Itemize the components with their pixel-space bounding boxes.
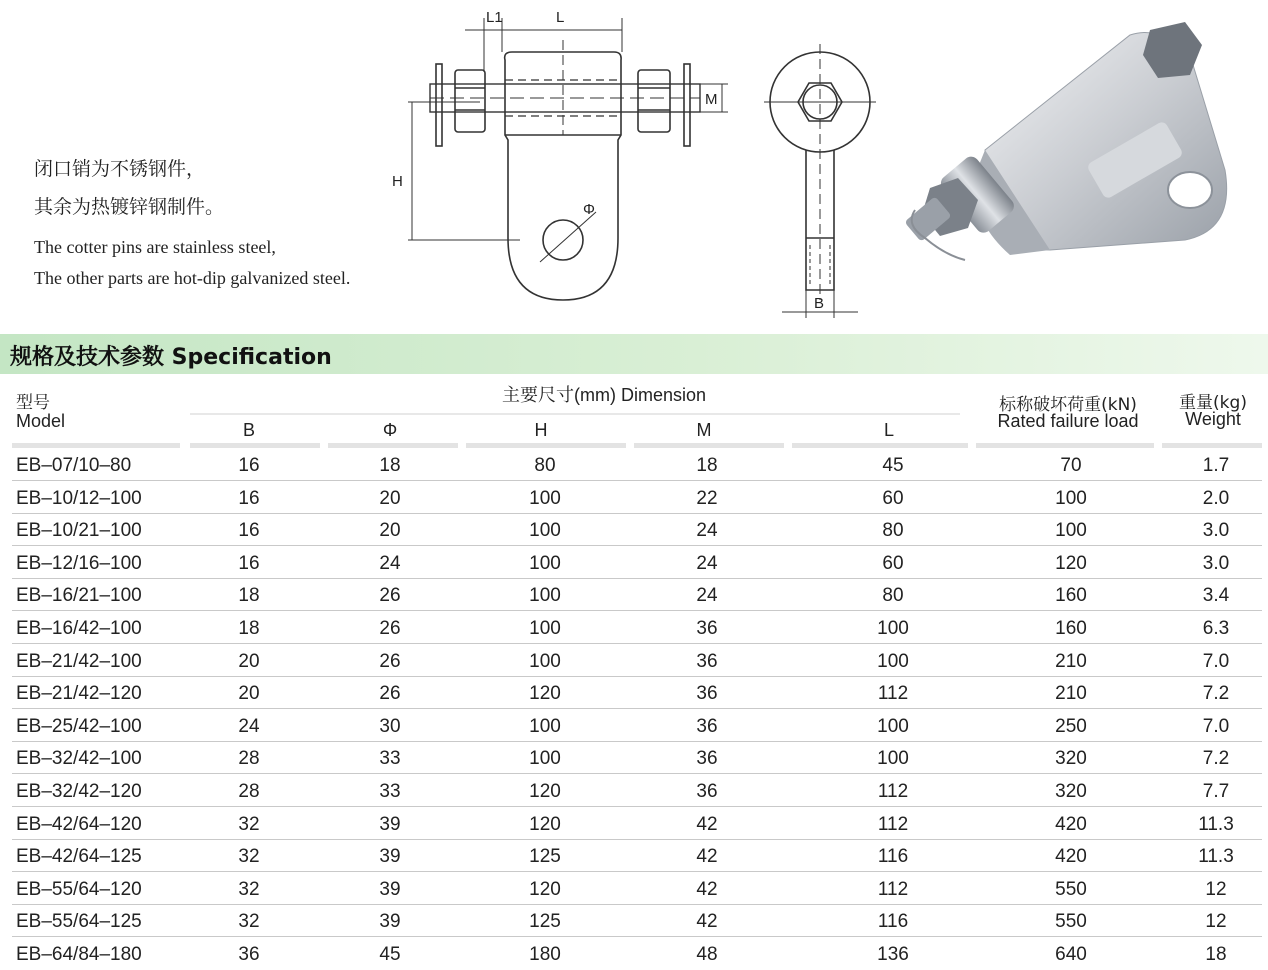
note-cn-line2: 其余为热镀锌钢制件。 bbox=[34, 196, 225, 218]
header-underline bbox=[634, 443, 784, 448]
cell-b: 32 bbox=[238, 911, 260, 933]
dim-label-l: L bbox=[556, 9, 565, 26]
technical-drawing bbox=[0, 0, 1268, 330]
cell-phi: 33 bbox=[379, 748, 401, 770]
cell-weight: 1.7 bbox=[1202, 455, 1230, 476]
table-row bbox=[0, 482, 1268, 514]
cell-h: 100 bbox=[529, 585, 561, 607]
table-row bbox=[0, 775, 1268, 807]
cell-l: 80 bbox=[882, 585, 904, 607]
cell-load: 320 bbox=[1055, 748, 1087, 770]
cell-weight: 2.0 bbox=[1202, 487, 1230, 509]
section-title: 规格及技术参数 Specification bbox=[10, 345, 332, 370]
table-row bbox=[0, 645, 1268, 677]
header-load-cn: 标称破坏荷重(kN) bbox=[999, 395, 1137, 415]
cell-weight: 12 bbox=[1205, 911, 1227, 933]
cell-l: 100 bbox=[877, 715, 909, 737]
cell-model: EB–32/42–100 bbox=[16, 748, 142, 770]
cell-weight: 6.3 bbox=[1202, 618, 1230, 639]
dim-label-b: B bbox=[814, 295, 825, 312]
cell-weight: 7.7 bbox=[1202, 781, 1230, 802]
cell-phi: 18 bbox=[379, 455, 401, 476]
header-underline bbox=[1162, 443, 1262, 448]
table-row bbox=[0, 449, 1268, 481]
cell-h: 80 bbox=[534, 455, 556, 476]
cell-m: 42 bbox=[696, 911, 718, 933]
cell-h: 100 bbox=[529, 748, 561, 770]
note-en-line1: The cotter pins are stainless steel, bbox=[34, 237, 276, 257]
cell-h: 100 bbox=[529, 715, 561, 737]
cell-weight: 18 bbox=[1205, 944, 1227, 965]
cell-load: 420 bbox=[1055, 813, 1087, 835]
cell-l: 80 bbox=[882, 520, 904, 542]
cell-b: 28 bbox=[238, 781, 260, 802]
cell-load: 320 bbox=[1055, 781, 1087, 802]
cell-weight: 7.2 bbox=[1202, 683, 1230, 705]
cell-load: 250 bbox=[1055, 715, 1087, 737]
cell-m: 36 bbox=[696, 781, 718, 802]
header-underline bbox=[328, 443, 458, 448]
cell-b: 32 bbox=[238, 846, 260, 868]
cell-phi: 39 bbox=[379, 846, 401, 868]
cell-b: 36 bbox=[238, 944, 260, 965]
cell-phi: 20 bbox=[379, 520, 401, 542]
cell-l: 112 bbox=[877, 878, 909, 900]
header-underline bbox=[792, 443, 968, 448]
cell-model: EB–10/12–100 bbox=[16, 487, 142, 509]
cell-phi: 26 bbox=[379, 618, 401, 639]
header-col-phi: Φ bbox=[382, 420, 398, 440]
table-row bbox=[0, 742, 1268, 774]
cell-load: 550 bbox=[1055, 878, 1087, 900]
note-en-line2: The other parts are hot-dip galvanized steel. bbox=[34, 268, 351, 288]
header-underline bbox=[190, 443, 320, 448]
cell-h: 120 bbox=[529, 813, 561, 835]
header-model-en: Model bbox=[16, 411, 66, 431]
cell-load: 160 bbox=[1055, 618, 1087, 639]
cell-m: 36 bbox=[696, 715, 718, 737]
cell-b: 18 bbox=[238, 585, 260, 607]
cell-l: 112 bbox=[877, 683, 909, 705]
cell-h: 100 bbox=[529, 520, 561, 542]
product-image bbox=[904, 22, 1226, 260]
cell-m: 24 bbox=[696, 520, 718, 542]
header-underline bbox=[976, 443, 1154, 448]
header-col-m: M bbox=[696, 420, 712, 440]
table-row bbox=[0, 808, 1268, 840]
cell-m: 42 bbox=[696, 878, 718, 900]
cell-weight: 3.0 bbox=[1202, 552, 1230, 574]
table-row bbox=[0, 710, 1268, 742]
header-weight-en: Weight bbox=[1185, 409, 1241, 429]
cell-m: 18 bbox=[696, 455, 718, 476]
header-col-l: L bbox=[883, 420, 895, 440]
cell-h: 120 bbox=[529, 683, 561, 705]
table-row bbox=[0, 547, 1268, 579]
cell-load: 100 bbox=[1055, 520, 1087, 542]
section-banner bbox=[0, 334, 1268, 374]
cell-model: EB–21/42–120 bbox=[16, 683, 142, 705]
cell-load: 420 bbox=[1055, 846, 1087, 868]
cell-load: 100 bbox=[1055, 487, 1087, 509]
cell-m: 36 bbox=[696, 683, 718, 705]
table-row bbox=[0, 677, 1268, 709]
header-weight-cn: 重量(kg) bbox=[1179, 393, 1247, 413]
cell-h: 180 bbox=[529, 944, 561, 965]
cell-load: 550 bbox=[1055, 911, 1087, 933]
dim-label-h: H bbox=[392, 173, 403, 190]
cell-l: 116 bbox=[877, 846, 909, 868]
cell-m: 36 bbox=[696, 650, 718, 672]
cell-weight: 11.3 bbox=[1198, 813, 1234, 835]
cell-l: 60 bbox=[882, 487, 904, 509]
cell-m: 24 bbox=[696, 585, 718, 607]
cell-l: 100 bbox=[877, 650, 909, 672]
cell-load: 70 bbox=[1060, 455, 1082, 476]
cell-b: 20 bbox=[238, 683, 260, 705]
cell-b: 32 bbox=[238, 813, 260, 835]
cell-h: 120 bbox=[529, 781, 561, 802]
cell-phi: 39 bbox=[379, 878, 401, 900]
cell-weight: 7.0 bbox=[1202, 650, 1230, 672]
cell-l: 100 bbox=[877, 618, 909, 639]
cell-b: 28 bbox=[238, 748, 260, 770]
cell-b: 16 bbox=[238, 487, 260, 509]
cell-phi: 30 bbox=[379, 715, 401, 737]
cell-h: 100 bbox=[529, 487, 561, 509]
cell-b: 16 bbox=[238, 455, 260, 476]
cell-phi: 39 bbox=[379, 911, 401, 933]
cell-l: 60 bbox=[882, 552, 904, 574]
cell-m: 48 bbox=[696, 944, 718, 965]
cell-load: 120 bbox=[1055, 552, 1087, 574]
cell-phi: 26 bbox=[379, 683, 401, 705]
cell-b: 16 bbox=[238, 520, 260, 542]
cell-load: 210 bbox=[1055, 650, 1087, 672]
note-cn-line1: 闭口销为不锈钢件， bbox=[34, 158, 206, 180]
front-view-drawing bbox=[408, 18, 728, 300]
cell-model: EB–32/42–120 bbox=[16, 781, 142, 802]
cell-h: 100 bbox=[529, 650, 561, 672]
cell-m: 24 bbox=[696, 552, 718, 574]
dim-label-phi: Φ bbox=[583, 201, 595, 218]
cell-b: 16 bbox=[238, 552, 260, 574]
cell-l: 112 bbox=[877, 813, 909, 835]
cell-model: EB–42/64–120 bbox=[16, 813, 142, 835]
header-load-en: Rated failure load bbox=[997, 411, 1139, 431]
cell-phi: 33 bbox=[379, 781, 401, 802]
header-col-h: H bbox=[534, 420, 548, 440]
cell-phi: 45 bbox=[379, 944, 401, 965]
cell-phi: 39 bbox=[379, 813, 401, 835]
cell-phi: 24 bbox=[379, 552, 401, 574]
table-row bbox=[0, 938, 1268, 970]
cell-b: 32 bbox=[238, 878, 260, 900]
header-col-b: B bbox=[242, 420, 256, 440]
dimension-divider bbox=[190, 413, 960, 415]
cell-l: 116 bbox=[877, 911, 909, 933]
table-row bbox=[0, 840, 1268, 872]
cell-h: 100 bbox=[529, 618, 561, 639]
header-model-cn: 型号 bbox=[16, 393, 50, 413]
cell-m: 22 bbox=[696, 487, 718, 509]
cell-l: 45 bbox=[882, 455, 904, 476]
header-underline bbox=[12, 443, 180, 448]
cell-h: 100 bbox=[529, 552, 561, 574]
cell-m: 36 bbox=[696, 618, 718, 639]
header-underline bbox=[466, 443, 626, 448]
cell-b: 24 bbox=[238, 715, 260, 737]
cell-m: 42 bbox=[696, 846, 718, 868]
cell-phi: 20 bbox=[379, 487, 401, 509]
cell-model: EB–25/42–100 bbox=[16, 715, 142, 737]
dim-label-l1: L1 bbox=[486, 9, 503, 26]
cell-load: 160 bbox=[1055, 585, 1087, 607]
cell-h: 120 bbox=[529, 878, 561, 900]
cell-model: EB–21/42–100 bbox=[16, 650, 142, 672]
table-row bbox=[0, 905, 1268, 937]
cell-weight: 7.2 bbox=[1202, 748, 1230, 770]
cell-h: 125 bbox=[529, 911, 561, 933]
table-row bbox=[0, 579, 1268, 611]
cell-model: EB–12/16–100 bbox=[16, 552, 142, 574]
cell-model: EB–55/64–125 bbox=[16, 911, 142, 933]
cell-weight: 11.3 bbox=[1198, 846, 1234, 868]
cell-model: EB–42/64–125 bbox=[16, 846, 142, 868]
cell-phi: 26 bbox=[379, 585, 401, 607]
header-dimension: 主要尺寸(mm) Dimension bbox=[501, 385, 707, 405]
cell-model: EB–16/21–100 bbox=[16, 585, 142, 607]
dim-label-m: M bbox=[705, 91, 718, 108]
table-row bbox=[0, 873, 1268, 905]
cell-l: 136 bbox=[877, 944, 909, 965]
cell-phi: 26 bbox=[379, 650, 401, 672]
cell-weight: 7.0 bbox=[1202, 715, 1230, 737]
cell-l: 112 bbox=[877, 781, 909, 802]
cell-model: EB–07/10–80 bbox=[16, 455, 132, 476]
cell-load: 640 bbox=[1055, 944, 1087, 965]
cell-weight: 3.0 bbox=[1202, 520, 1230, 542]
cell-m: 36 bbox=[696, 748, 718, 770]
cell-h: 125 bbox=[529, 846, 561, 868]
cell-weight: 3.4 bbox=[1202, 585, 1230, 607]
cell-b: 18 bbox=[238, 618, 260, 639]
cell-model: EB–16/42–100 bbox=[16, 618, 142, 639]
cell-b: 20 bbox=[238, 650, 260, 672]
cell-weight: 12 bbox=[1205, 878, 1227, 900]
table-row bbox=[0, 612, 1268, 644]
cell-load: 210 bbox=[1055, 683, 1087, 705]
cell-model: EB–10/21–100 bbox=[16, 520, 142, 542]
cell-model: EB–55/64–120 bbox=[16, 878, 142, 900]
table-row bbox=[0, 514, 1268, 546]
cell-m: 42 bbox=[696, 813, 718, 835]
cell-model: EB–64/84–180 bbox=[16, 944, 142, 965]
side-view-drawing bbox=[764, 44, 876, 318]
cell-l: 100 bbox=[877, 748, 909, 770]
